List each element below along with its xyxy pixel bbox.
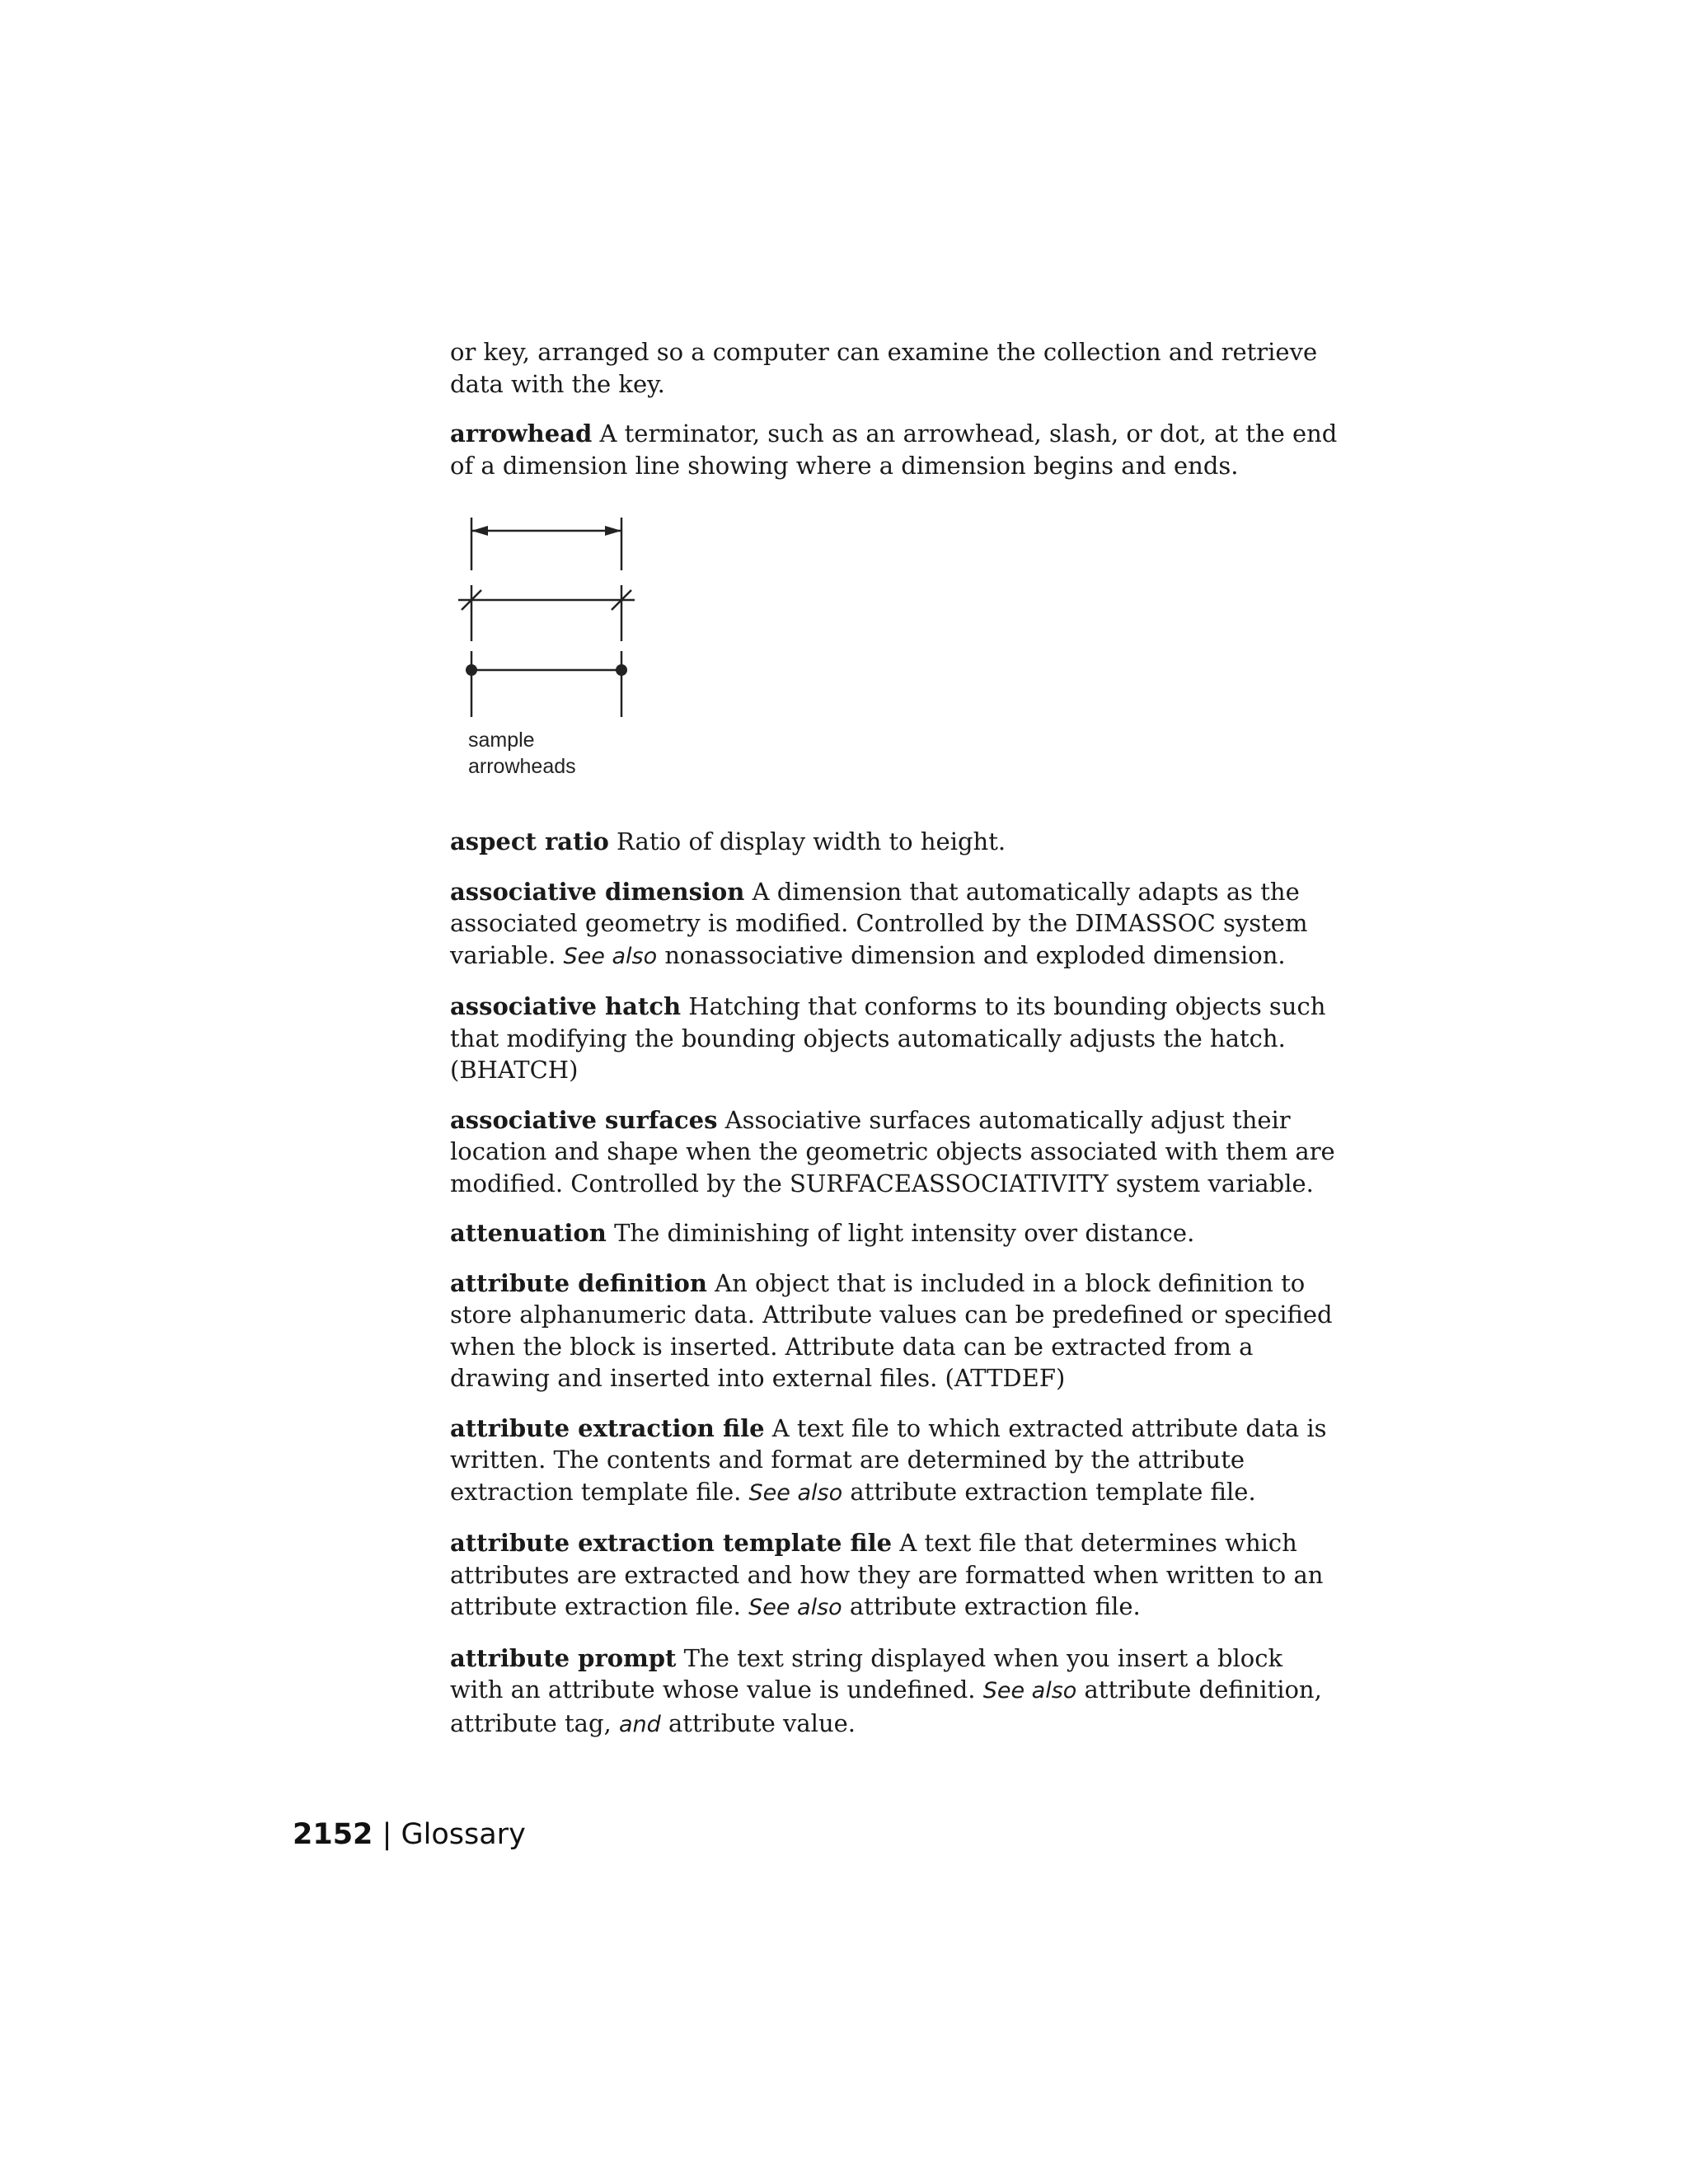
entry-term: attribute prompt [450, 1643, 677, 1672]
see-also-text: attribute definition, attribute tag, [450, 1675, 1322, 1737]
entry-definition: Hatching that conforms to its bounding objects such that modifying the bounding objects automatically adjusts the hatch. (BHATCH) [450, 992, 1326, 1084]
figure-caption: sample arrowheads [468, 729, 576, 778]
entry-definition: A text file to which extracted attribute data is written. The contents and format are determined by the attribute extraction template file. [450, 1413, 1327, 1506]
arrowhead-figure [450, 511, 648, 799]
entry-definition: Ratio of display width to height. [617, 827, 1006, 855]
arrowhead-icon [471, 526, 488, 536]
entry-attribute-extraction-file [450, 1413, 1340, 1510]
entry-term: attribute definition [450, 1268, 707, 1297]
arrowhead-icon [605, 526, 621, 536]
see-also-text: attribute extraction template file. [850, 1477, 1256, 1506]
entry-term: arrowhead [450, 419, 593, 448]
dot-icon [466, 664, 477, 676]
entry-definition: The diminishing of light intensity over distance. [614, 1219, 1195, 1247]
intro-continuation: or key, arranged so a computer can examine the collection and retrieve data with the key. [450, 338, 1318, 398]
entry-term: attribute extraction file [450, 1413, 765, 1442]
and-label: and [618, 1711, 661, 1737]
entry-aspect-ratio [450, 826, 1340, 858]
entry-attribute-prompt [450, 1643, 1340, 1741]
entry-attenuation [450, 1217, 1340, 1249]
entry-term: associative surfaces [450, 1105, 718, 1134]
entry-term: aspect ratio [450, 827, 609, 855]
see-also-label: See also [748, 1479, 843, 1506]
see-also-tail: attribute value. [668, 1708, 856, 1737]
entry-definition: A text file that determines which attributes are extracted and how they are formatted when written to an attribute extraction file. [450, 1529, 1324, 1620]
entry-attribute-definition [450, 1268, 1340, 1394]
entry-associative-hatch [450, 991, 1340, 1086]
entry-definition: A dimension that automatically adapts as the associated geometry is modified. Controlled by the DIMASSOC system variable. [450, 877, 1308, 969]
entry-term: associative dimension [450, 877, 745, 906]
entry-associative-dimension [450, 876, 1340, 973]
see-also-label: See also [563, 943, 658, 969]
footer-section: Glossary [401, 1818, 526, 1851]
see-also-label: See also [748, 1595, 842, 1620]
see-also-label: See also [982, 1678, 1077, 1704]
entry-arrowhead [450, 418, 1340, 481]
see-also-text: nonassociative dimension and exploded dimension. [664, 940, 1286, 969]
entry-definition: The text string displayed when you insert a block with an attribute whose value is undefined. [450, 1643, 1283, 1704]
sample-arrowheads-drawing [450, 511, 648, 725]
entry-associative-surfaces [450, 1104, 1340, 1200]
page-footer [293, 1818, 526, 1851]
dot-icon [616, 664, 627, 676]
page-number: 2152 [293, 1818, 373, 1851]
entry-definition: An object that is included in a block definition to store alphanumeric data. Attribute values can be predefined or specified when the block is inserted. Attribute data can be extracted from a drawing and inserted into external files. (ATTDEF) [450, 1268, 1333, 1392]
entry-definition: A terminator, such as an arrowhead, slash, or dot, at the end of a dimension line showing where a dimension begins and ends. [450, 419, 1338, 480]
see-also-text: attribute extraction file. [849, 1592, 1141, 1620]
entry-term: attribute extraction template file [450, 1529, 893, 1557]
footer-separator: | [382, 1818, 392, 1851]
entry-definition: Associative surfaces automatically adjust their location and shape when the geometric objects associated with them are modified. Controlled by the SURFACEASSOCIATIVITY system variable. [450, 1105, 1335, 1197]
entry-attribute-extraction-template-file [450, 1527, 1340, 1624]
entry-term: associative hatch [450, 992, 682, 1020]
entry-term: attenuation [450, 1219, 607, 1247]
